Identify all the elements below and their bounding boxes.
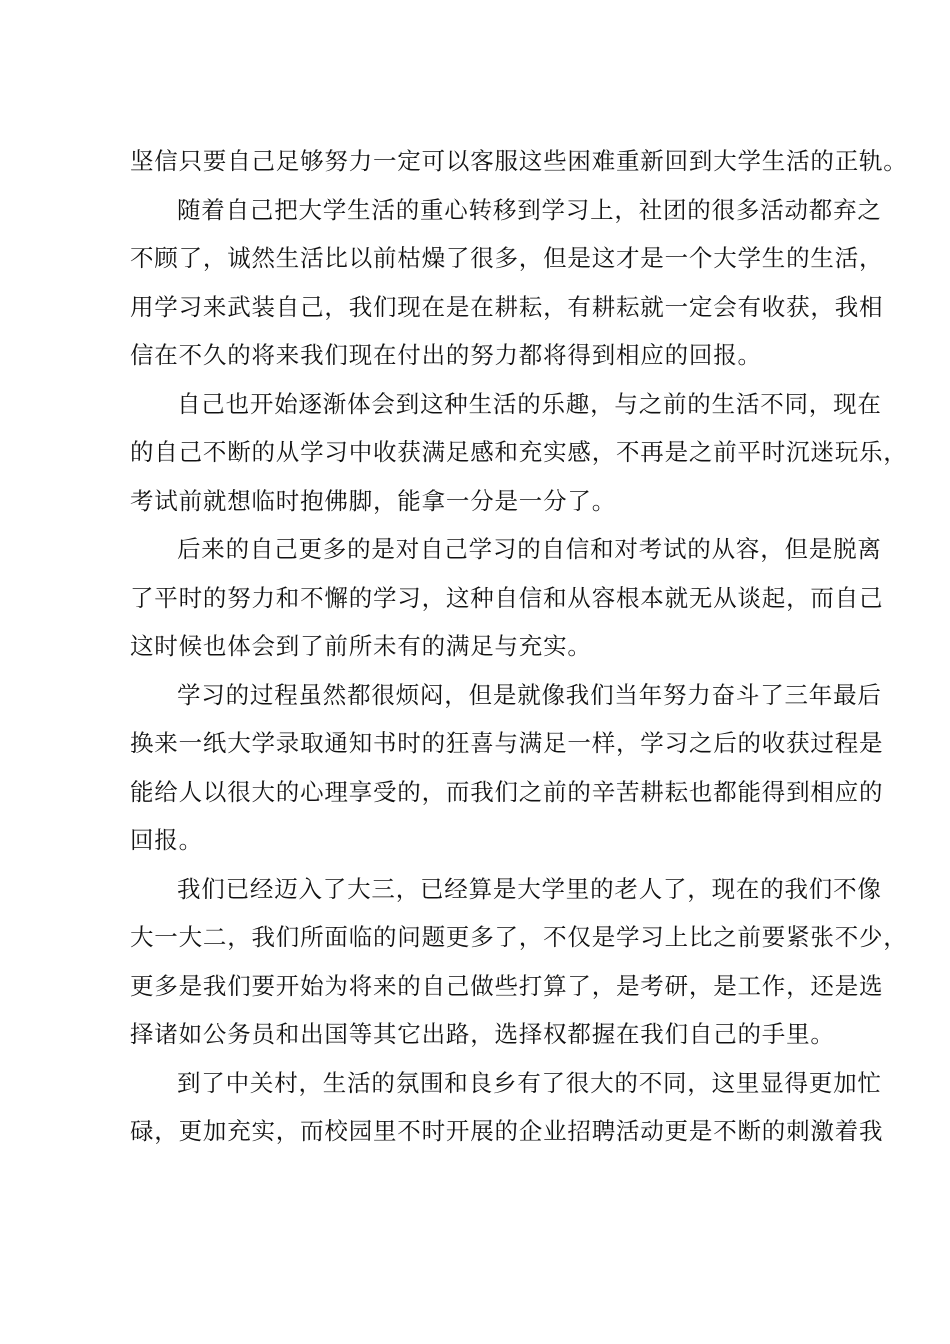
text-line: 换来一纸大学录取通知书时的狂喜与满足一样，学习之后的收获过程是 bbox=[130, 729, 884, 757]
paragraph-first-line: 到了中关村，生活的氛围和良乡有了很大的不同，这里显得更加忙 bbox=[177, 1068, 882, 1097]
paragraph-first-line: 自己也开始逐渐体会到这种生活的乐趣，与之前的生活不同，现在 bbox=[177, 389, 882, 418]
text-line: 碌，更加充实，而校园里不时开展的企业招聘活动更是不断的刺激着我 bbox=[130, 1117, 884, 1145]
text-line: 不顾了，诚然生活比以前枯燥了很多，但是这才是一个大学生的生活， bbox=[130, 244, 884, 272]
text-line: 能给人以很大的心理享受的，而我们之前的辛苦耕耘也都能得到相应的 bbox=[130, 777, 884, 806]
text-line: 回报。 bbox=[130, 826, 203, 854]
text-line: 信在不久的将来我们现在付出的努力都将得到相应的回报。 bbox=[130, 341, 762, 369]
text-line: 考试前就想临时抱佛脚，能拿一分是一分了。 bbox=[130, 486, 616, 515]
text-line: 的自己不断的从学习中收获满足感和充实感，不再是之前平时沉迷玩乐， bbox=[130, 438, 908, 466]
paragraph-first-line: 我们已经迈入了大三，已经算是大学里的老人了，现在的我们不像 bbox=[177, 874, 882, 903]
paragraph-first-line: 学习的过程虽然都很烦闷，但是就像我们当年努力奋斗了三年最后 bbox=[177, 680, 882, 709]
paragraph-first-line: 后来的自己更多的是对自己学习的自信和对考试的从容，但是脱离 bbox=[177, 535, 882, 563]
text-line: 了平时的努力和不懈的学习，这种自信和从容根本就无从谈起，而自己 bbox=[130, 583, 884, 612]
text-line: 择诸如公务员和出国等其它出路，选择权都握在我们自己的手里。 bbox=[130, 1020, 835, 1048]
document-body bbox=[130, 137, 908, 1156]
text-line: 更多是我们要开始为将来的自己做些打算了，是考研，是工作，还是选 bbox=[130, 971, 884, 1000]
text-line: 坚信只要自己足够努力一定可以客服这些困难重新回到大学生活的正轨。 bbox=[130, 147, 908, 175]
paragraph-first-line: 随着自己把大学生活的重心转移到学习上，社团的很多活动都弃之 bbox=[177, 195, 882, 224]
text-line: 这时候也体会到了前所未有的满足与充实。 bbox=[130, 632, 592, 660]
text-line: 大一大二，我们所面临的问题更多了，不仅是学习上比之前要紧张不少， bbox=[130, 923, 908, 951]
text-line: 用学习来武装自己，我们现在是在耕耘，有耕耘就一定会有收获，我相 bbox=[130, 292, 884, 321]
